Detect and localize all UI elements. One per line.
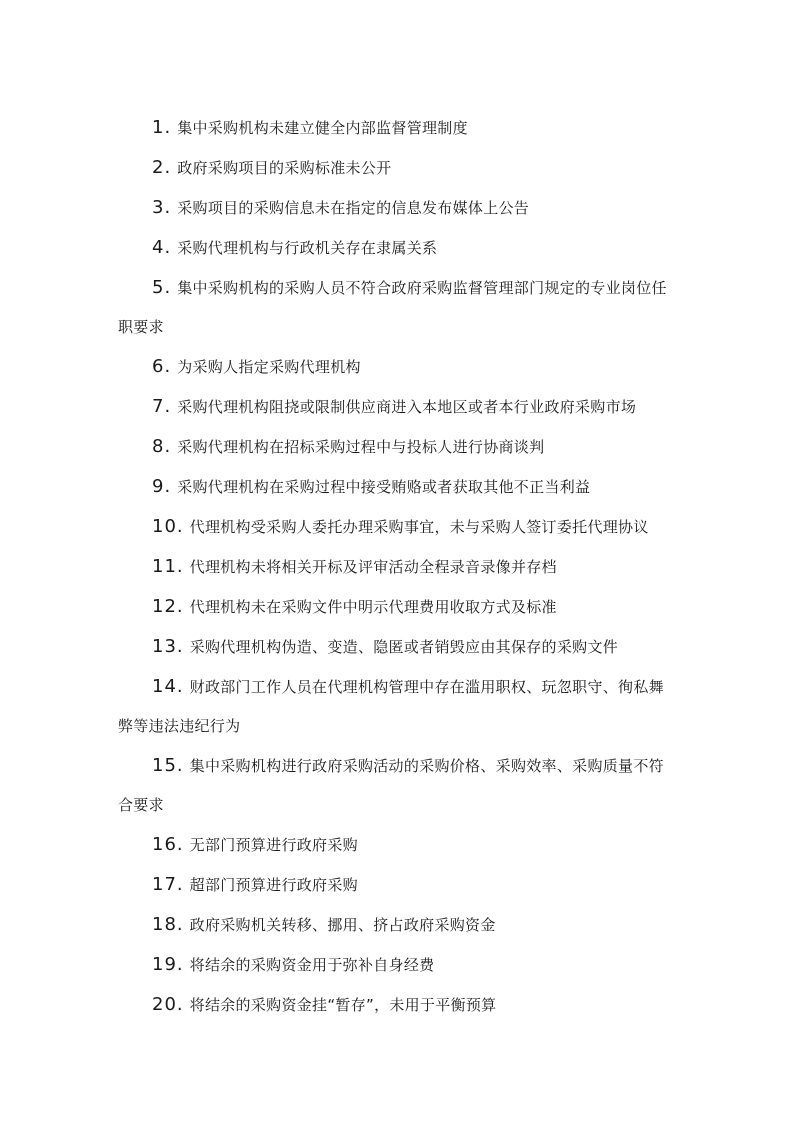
item-text: 财政部门工作人员在代理机构管理中存在滥用职权、玩忽职守、徇私舞弊等违法违纪行为	[118, 678, 664, 735]
item-number: 8.	[152, 436, 172, 457]
item-text: 代理机构受采购人委托办理采购事宜，未与采购人签订委托代理协议	[189, 518, 649, 536]
item-text: 采购代理机构在采购过程中接受贿赂或者获取其他不正当利益	[177, 478, 591, 496]
list-item-7	[118, 387, 678, 427]
item-text: 将结余的采购资金用于弥补自身经费	[189, 956, 435, 974]
list-item-5	[118, 268, 678, 347]
item-number: 9.	[152, 476, 172, 497]
item-text: 集中采购机构未建立健全内部监督管理制度	[177, 119, 468, 137]
list-item-8	[118, 427, 678, 467]
item-text: 集中采购机构的采购人员不符合政府采购监督管理部门规定的专业岗位任职要求	[118, 279, 667, 336]
list-item-14	[118, 667, 678, 746]
item-text: 超部门预算进行政府采购	[189, 876, 358, 894]
list-item-20	[118, 985, 678, 1025]
item-number: 12.	[152, 596, 184, 617]
list-item-11	[118, 547, 678, 587]
list-item-12	[118, 587, 678, 627]
item-number: 19.	[152, 954, 184, 975]
item-text: 代理机构未将相关开标及评审活动全程录音录像并存档	[189, 558, 557, 576]
item-text: 为采购人指定采购代理机构	[177, 358, 361, 376]
item-number: 4.	[152, 237, 172, 258]
list-item-13	[118, 627, 678, 667]
list-item-6	[118, 347, 678, 387]
item-text: 将结余的采购资金挂“暂存”，未用于平衡预算	[189, 996, 497, 1014]
list-item-9	[118, 467, 678, 507]
item-text: 采购代理机构阻挠或限制供应商进入本地区或者本行业政府采购市场	[177, 398, 637, 416]
list-item-19	[118, 945, 678, 985]
item-number: 1.	[152, 117, 172, 138]
item-number: 5.	[152, 277, 172, 298]
item-text: 代理机构未在采购文件中明示代理费用收取方式及标准	[189, 598, 557, 616]
item-number: 15.	[152, 755, 184, 776]
list-item-15	[118, 746, 678, 825]
list-item-18	[118, 905, 678, 945]
list-item-1	[118, 108, 678, 148]
item-number: 10.	[152, 516, 184, 537]
item-number: 13.	[152, 636, 184, 657]
item-number: 20.	[152, 994, 184, 1015]
item-text: 采购代理机构与行政机关存在隶属关系	[177, 239, 438, 257]
item-text: 无部门预算进行政府采购	[189, 836, 358, 854]
item-number: 2.	[152, 157, 172, 178]
item-number: 6.	[152, 356, 172, 377]
list-item-16	[118, 825, 678, 865]
item-number: 14.	[152, 676, 184, 697]
item-text: 采购项目的采购信息未在指定的信息发布媒体上公告	[177, 199, 530, 217]
item-text: 采购代理机构伪造、变造、隐匿或者销毁应由其保存的采购文件	[189, 638, 619, 656]
list-item-2	[118, 148, 678, 188]
item-number: 11.	[152, 556, 184, 577]
item-number: 17.	[152, 874, 184, 895]
list-item-4	[118, 228, 678, 268]
item-number: 18.	[152, 914, 184, 935]
list-item-3	[118, 188, 678, 228]
item-text: 集中采购机构进行政府采购活动的采购价格、采购效率、采购质量不符合要求	[118, 757, 664, 814]
violation-list	[118, 108, 678, 1025]
item-text: 政府采购机关转移、挪用、挤占政府采购资金	[189, 916, 496, 934]
item-number: 7.	[152, 396, 172, 417]
item-number: 16.	[152, 834, 184, 855]
list-item-10	[118, 507, 678, 547]
item-text: 采购代理机构在招标采购过程中与投标人进行协商谈判	[177, 438, 545, 456]
item-number: 3.	[152, 197, 172, 218]
item-text: 政府采购项目的采购标准未公开	[177, 159, 392, 177]
list-item-17	[118, 865, 678, 905]
